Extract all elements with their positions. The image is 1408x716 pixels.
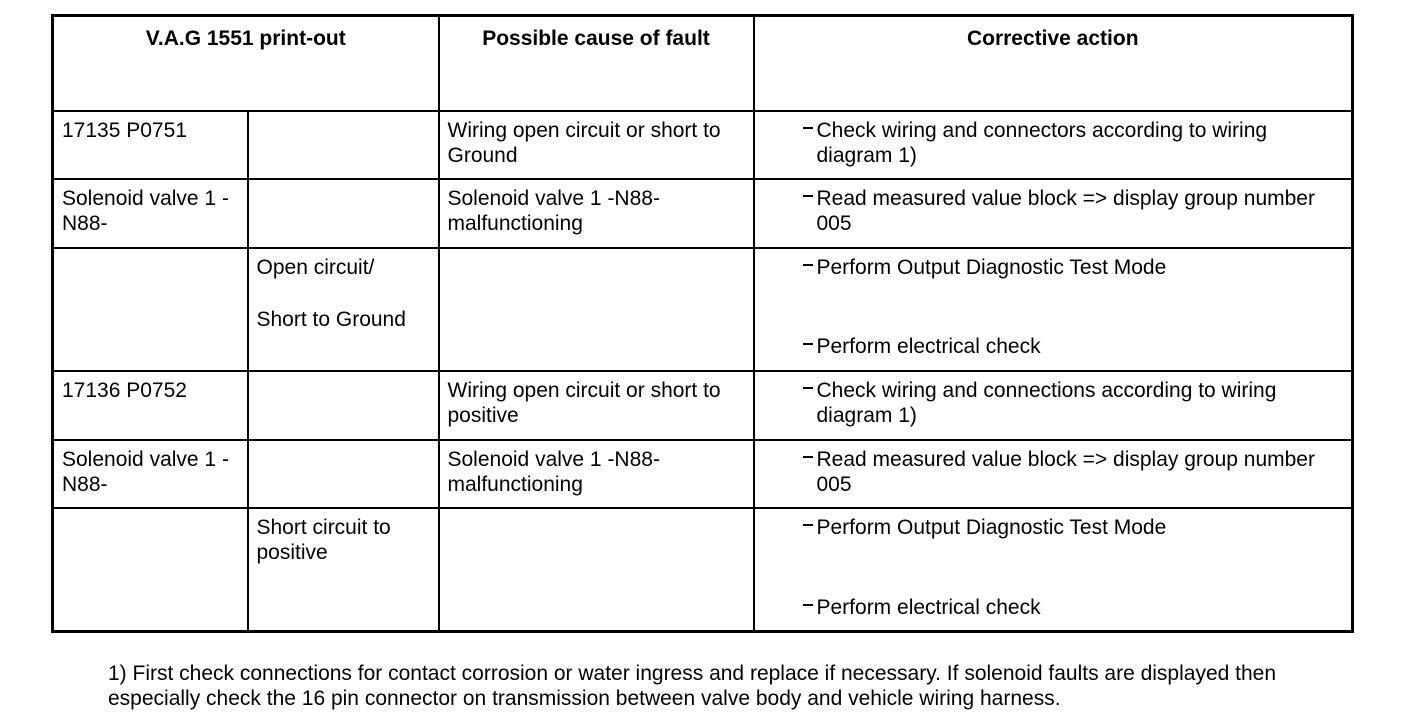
cause-cell	[439, 248, 754, 371]
printout-cell: Solenoid valve 1 -N88-	[53, 440, 248, 508]
footnote: 1) First check connections for contact corrosion or water ingress and replace if necessary. If solenoid faults are displayed then especially check the 16 pin connector on transmission between valve body and vehicle wiring harness.	[108, 662, 1277, 710]
action-item: Read measured value block => display group number 005	[817, 447, 1344, 497]
action-cell	[754, 248, 1353, 371]
header-cause: Possible cause of fault	[439, 16, 754, 111]
action-cell	[754, 440, 1353, 508]
header-action: Corrective action	[754, 16, 1353, 111]
action-cell	[754, 179, 1353, 247]
cause-cell: Wiring open circuit or short to positive	[439, 371, 754, 439]
action-item: Perform Output Diagnostic Test Mode	[817, 255, 1344, 280]
table-row	[53, 111, 1353, 179]
table-row	[53, 179, 1353, 247]
detail-line: Open circuit/	[256, 255, 375, 279]
cause-cell: Wiring open circuit or short to Ground	[439, 111, 754, 179]
action-cell	[754, 111, 1353, 179]
cause-cell: Solenoid valve 1 -N88- malfunctioning	[439, 440, 754, 508]
action-cell	[754, 371, 1353, 439]
action-item: Perform electrical check	[817, 595, 1344, 620]
table-row	[53, 248, 1353, 371]
detail-cell	[248, 248, 439, 371]
table-row	[53, 508, 1353, 631]
printout-cell	[53, 248, 248, 371]
action-item: Perform Output Diagnostic Test Mode	[817, 515, 1344, 540]
table-row	[53, 440, 1353, 508]
cause-cell	[439, 508, 754, 631]
printout-cell: Solenoid valve 1 -N88-	[53, 179, 248, 247]
action-cell	[754, 508, 1353, 631]
detail-cell	[248, 440, 439, 508]
action-item: Check wiring and connectors according to wiring diagram 1)	[817, 118, 1344, 168]
cause-cell: Solenoid valve 1 -N88- malfunctioning	[439, 179, 754, 247]
detail-line: Short to Ground	[256, 307, 406, 331]
printout-cell	[53, 508, 248, 631]
printout-cell: 17135 P0751	[53, 111, 248, 179]
table-row	[53, 371, 1353, 439]
detail-cell: Short circuit to positive	[248, 508, 439, 631]
detail-cell	[248, 111, 439, 179]
action-item: Check wiring and connections according to wiring diagram 1)	[817, 378, 1344, 428]
action-item: Read measured value block => display group number 005	[817, 186, 1344, 236]
printout-cell: 17136 P0752	[53, 371, 248, 439]
detail-cell	[248, 179, 439, 247]
detail-cell	[248, 371, 439, 439]
fault-table	[51, 14, 1354, 633]
header-printout: V.A.G 1551 print-out	[53, 16, 439, 111]
action-item: Perform electrical check	[817, 334, 1344, 359]
header-row	[53, 16, 1353, 111]
